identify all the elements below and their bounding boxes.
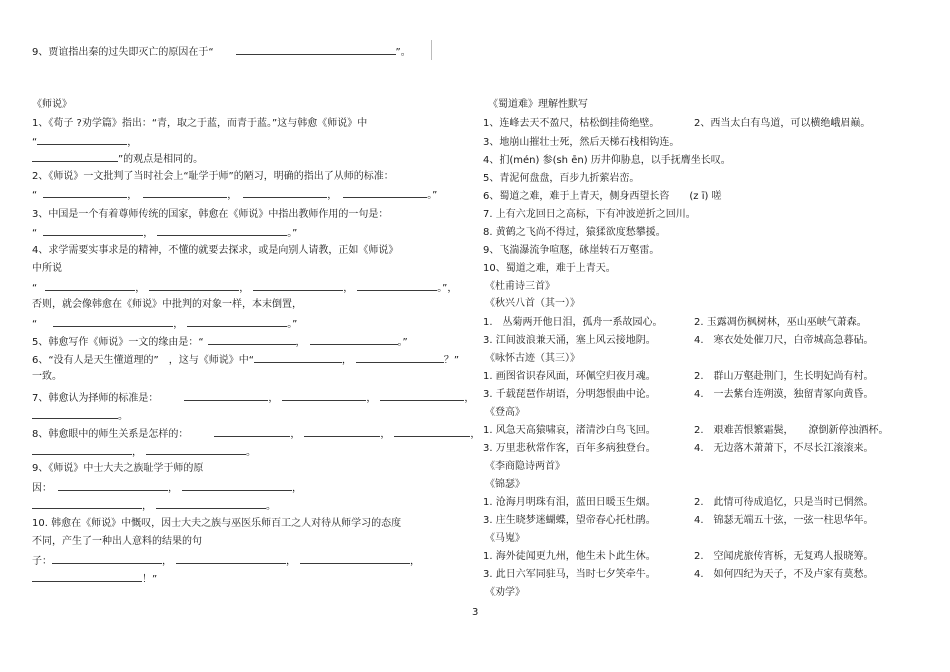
q3-text: 3、中国是一个有着尊师传统的国家，韩愈在《师说》中指出教师作用的一句是： (32, 209, 389, 220)
poem-title: 《秋兴八首（其一）》 (485, 298, 580, 309)
answer-blank[interactable] (182, 480, 292, 491)
answer-blank[interactable] (343, 187, 427, 198)
q1-comma: ， (127, 137, 138, 148)
answer-blank[interactable] (214, 426, 290, 437)
q5 (32, 334, 408, 350)
poem-line: 4. 锦瑟无端五十弦，一弦一柱思华年。 (694, 515, 874, 526)
q9-text: 9、《师说》中士大夫之族耻学于师的原 (32, 463, 204, 474)
comma: ， (286, 556, 296, 567)
q6-line2: 一致。 (32, 371, 62, 382)
answer-blank[interactable] (32, 498, 142, 509)
comma: ， (380, 429, 391, 440)
poem-line: 4. 无边落木萧萧下，不尽长江滚滚来。 (694, 443, 874, 454)
q9-top (32, 44, 411, 60)
quote-open: “ (32, 137, 38, 148)
poem-title: 《登高》 (485, 407, 525, 418)
q5-text: 5、韩愈写作《师说》一文的缘由是：“ (32, 337, 204, 348)
answer-blank[interactable] (52, 553, 162, 564)
poem-line: 1. 海外徒闻更九州，他生未卜此生休。 (483, 551, 656, 562)
poem-line: 4. 如何四纪为天子，不及卢家有莫愁。 (694, 569, 874, 580)
poem-title: 《劝学》 (485, 587, 525, 598)
answer-blank[interactable] (394, 426, 470, 437)
poem-line: 5、青泥何盘盘，百步九折萦岩峦。 (483, 173, 640, 184)
divider (431, 40, 432, 60)
answer-blank[interactable] (32, 444, 132, 455)
q8-text: 8、韩愈眼中的师生关系是怎样的： (32, 429, 189, 440)
comma: ， (341, 355, 352, 366)
poem-title: 《咏怀古迹（其三）》 (485, 353, 580, 364)
comma: ， (327, 190, 338, 201)
answer-blank[interactable] (43, 225, 143, 236)
q3-end: 。” (287, 228, 298, 239)
poem-line: 2、西当太白有鸟道，可以横绝峨眉巅。 (694, 118, 871, 129)
poem-line: 3. 千载琵琶作胡语，分明怨恨曲中论。 (483, 389, 656, 400)
poem-line: 2. 玉露凋伤枫树林，巫山巫峡气萧森。 (694, 317, 867, 328)
comma: ， (142, 501, 152, 512)
answer-blank[interactable] (184, 390, 268, 401)
q10-end: ！” (142, 574, 158, 585)
poem-line: 1、连峰去天不盈尺，枯松倒挂倚绝壁。 (483, 118, 660, 129)
answer-blank[interactable] (53, 316, 173, 327)
poem-line: 9、飞湍瀑流争喧豗，砯崖转石万壑雷。 (483, 245, 660, 256)
answer-blank[interactable] (156, 498, 266, 509)
q4-end2: 。” (287, 319, 298, 330)
q1-line2 (32, 134, 137, 150)
section-title-lishangyin: 《李商隐诗两首》 (485, 461, 565, 472)
answer-blank[interactable] (304, 426, 380, 437)
q6-text: 6、“没有人是天生懂道理的” ，这与《师说》中“ (32, 355, 254, 366)
answer-blank[interactable] (146, 444, 246, 455)
comma: ， (143, 228, 154, 239)
poem-line: 2. 群山万壑赴荆门，生长明妃尚有村。 (694, 371, 874, 382)
answer-blank[interactable] (157, 225, 287, 236)
answer-blank[interactable] (356, 352, 444, 363)
q7-end: 。 (118, 411, 128, 422)
poem-line: 1. 风急天高猿啸哀，渚清沙白鸟飞回。 (483, 425, 656, 436)
answer-blank[interactable] (208, 334, 296, 345)
q4-line4: 否则，就会像韩愈在《师说》中批判的对象一样，本末倒置， (32, 299, 302, 310)
answer-blank[interactable] (32, 408, 118, 419)
answer-blank[interactable] (187, 316, 287, 327)
poem-line: 3. 此日六军同驻马，当时七夕笑牵牛。 (483, 569, 656, 580)
q9-label: 因： (32, 483, 52, 494)
q6-end: ？” (443, 355, 460, 366)
answer-blank[interactable] (380, 390, 464, 401)
poem-line: 8. 黄鹤之飞尚不得过，猿猱欲度愁攀援。 (483, 227, 666, 238)
answer-blank[interactable] (45, 280, 135, 291)
q7-text: 7、韩愈认为择师的标准是： (32, 393, 159, 404)
q10-line4 (32, 571, 157, 587)
comma: ， (470, 429, 481, 440)
comma: ， (295, 337, 306, 348)
q10-line2: 不同，产生了一种出人意料的结果的句 (32, 536, 202, 547)
answer-blank[interactable] (32, 151, 118, 162)
q4-line5 (32, 316, 297, 332)
poem-line: 3、地崩山摧壮士死，然后天梯石栈相钩连。 (483, 137, 680, 148)
poem-line: 4、扪(mén) 参(sh ēn) 历井仰胁息，以手抚膺坐长叹。 (483, 155, 731, 166)
q10-label: 子： (32, 556, 52, 567)
q8-end: 。 (246, 447, 256, 458)
section-title-shishuo: 《师说》 (32, 99, 72, 110)
poem-line: 1. 画图省识春风面，环佩空归夜月魂。 (483, 371, 656, 382)
q1-line3 (32, 151, 203, 167)
q8 (32, 426, 480, 442)
poem-line: 4. 一去紫台连朔漠，独留青冢向黄昏。 (694, 389, 874, 400)
q2-end: 。” (427, 190, 438, 201)
quote-open: “ (32, 319, 38, 330)
q4-text: 4、求学需要实事求是的精神，不懂的就要去探求，或是向别人请教，正如《师说》 (32, 245, 399, 256)
q4-line2: 中所说 (32, 263, 62, 274)
q5-end: 。” (397, 337, 408, 348)
q1-text: 1、《荀子 ?劝学篇》指出：“青，取之于蓝，而青于蓝。”这与韩愈《师说》中 (32, 118, 368, 129)
comma: ， (227, 190, 238, 201)
q9-line2 (32, 480, 302, 496)
answer-blank[interactable] (253, 280, 343, 291)
answer-blank[interactable] (282, 390, 366, 401)
poem-line: 1. 沧海月明珠有泪，蓝田日暖玉生烟。 (483, 497, 656, 508)
answer-blank[interactable] (236, 44, 396, 55)
poem-line: 2. 此情可待成追忆，只是当时已惘然。 (694, 497, 874, 508)
quote-open: “ (32, 283, 38, 294)
poem-line: 6、蜀道之难，难于上青天，侧身西望长咨 (z ī) 嗟 (483, 191, 722, 202)
comma: ， (162, 556, 172, 567)
answer-blank[interactable] (32, 571, 142, 582)
comma: ， (239, 283, 250, 294)
q1-end: ”的观点是相同的。 (118, 154, 204, 165)
poem-line: 3. 江间波浪兼天涌，塞上风云接地阴。 (483, 335, 656, 346)
comma: ， (410, 556, 420, 567)
q2-text: 2、《师说》一文批判了当时社会上“耻学于师”的陋习，明确的指出了从师的标准： (32, 171, 394, 182)
comma: ， (135, 283, 146, 294)
section-title-shudaonan: 《蜀道难》理解性默写 (488, 99, 588, 110)
answer-blank[interactable] (43, 187, 127, 198)
answer-blank[interactable] (243, 187, 327, 198)
q6 (32, 352, 459, 368)
q9-top-end: ”。 (395, 47, 411, 58)
quote-open: “ (32, 228, 38, 239)
answer-blank[interactable] (149, 280, 239, 291)
comma: ， (290, 429, 301, 440)
poem-line: 4. 寒衣处处催刀尺，白帝城高急暮砧。 (694, 335, 874, 346)
comma: ， (366, 393, 377, 404)
comma: ， (464, 393, 475, 404)
poem-line: 2. 艰难苦恨繁霜鬓， 潦倒新停浊酒杯。 (694, 425, 889, 436)
answer-blank[interactable] (37, 134, 127, 145)
answer-blank[interactable] (300, 553, 410, 564)
q9-end: 。 (266, 501, 276, 512)
page-number: 3 (472, 607, 479, 618)
comma: ， (268, 393, 279, 404)
answer-blank[interactable] (357, 280, 437, 291)
q8-line2 (32, 444, 256, 460)
q10-text: 10. 韩愈在《师说》中慨叹，因士大夫之族与巫医乐师百工之人对待从师学习的态度 (32, 518, 402, 529)
comma: ， (168, 483, 178, 494)
poem-line: 7. 上有六龙回日之高标，下有冲波逆折之回川。 (483, 209, 696, 220)
q10-line3 (32, 553, 420, 569)
answer-blank[interactable] (254, 352, 342, 363)
poem-title: 《锦瑟》 (485, 479, 525, 490)
q3-line2 (32, 225, 297, 241)
answer-blank[interactable] (58, 480, 168, 491)
comma: ， (132, 447, 142, 458)
q9-line3 (32, 498, 276, 514)
poem-line: 1. 丛菊两开他日泪，孤舟一系故园心。 (483, 317, 663, 328)
comma: ， (292, 483, 302, 494)
comma: ， (343, 283, 354, 294)
q4-end: 。”， (437, 283, 458, 294)
poem-line: 2. 空闻虎旅传宵柝，无复鸡人报晓筹。 (694, 551, 874, 562)
poem-title: 《马嵬》 (485, 533, 525, 544)
q9-top-text: 9、贾谊指出秦的过失即灭亡的原因在于“ (32, 47, 214, 58)
q4-line3 (32, 280, 457, 296)
poem-line: 10、蜀道之难，难于上青天。 (483, 263, 616, 274)
poem-line: 3. 万里悲秋常作客，百年多病独登台。 (483, 443, 656, 454)
answer-blank[interactable] (176, 553, 286, 564)
q2-line2 (32, 187, 437, 203)
q7-line2 (32, 408, 128, 424)
answer-blank[interactable] (143, 187, 227, 198)
comma: ， (127, 190, 138, 201)
quote-open: “ (32, 190, 38, 201)
poem-line: 3. 庄生晓梦迷蝴蝶，望帝春心托杜鹃。 (483, 515, 656, 526)
answer-blank[interactable] (310, 334, 398, 345)
comma: ， (173, 319, 184, 330)
q7 (32, 390, 474, 406)
section-title-dufu: 《杜甫诗三首》 (485, 281, 555, 292)
